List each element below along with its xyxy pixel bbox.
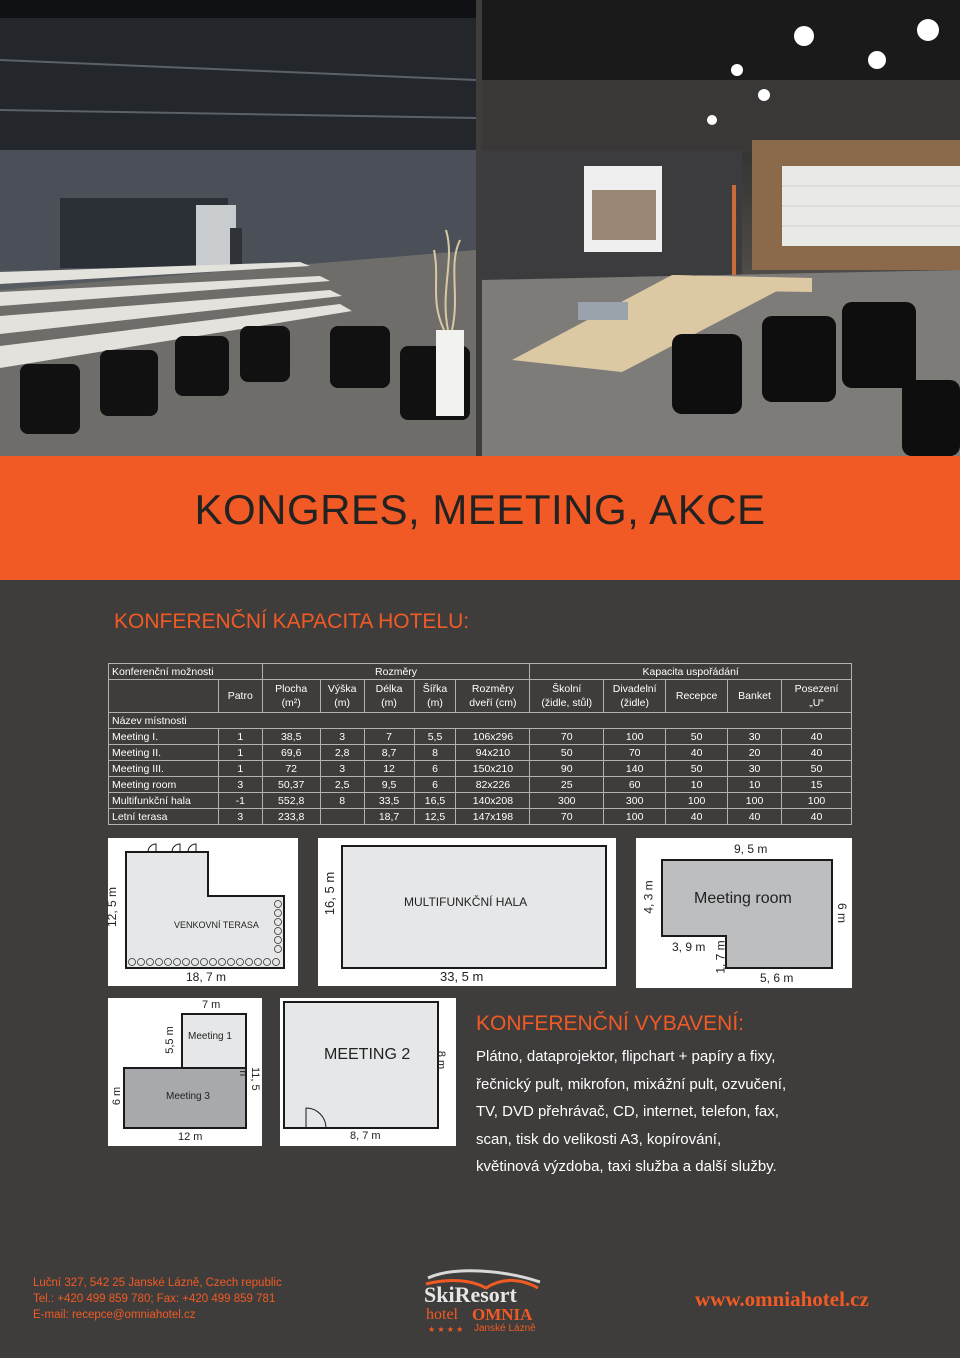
title-banner <box>0 456 960 580</box>
table-cell: 18,7 <box>364 809 414 825</box>
capacity-table <box>108 663 852 825</box>
meeting-room-top: 9, 5 m <box>734 842 768 856</box>
meeting13-top: 7 m <box>202 999 221 1011</box>
header-sirka: Šířka (m) <box>414 680 456 713</box>
group-capacity: Kapacita uspořádání <box>530 664 852 680</box>
table-row <box>109 729 852 745</box>
table-cell: 60 <box>604 777 666 793</box>
table-row <box>109 745 852 761</box>
header-delka: Délka (m) <box>364 680 414 713</box>
table-cell: 6 <box>414 761 456 777</box>
website-link[interactable]: www.omniahotel.cz <box>695 1287 869 1311</box>
photo-meeting-room <box>482 0 960 456</box>
table-cell: 7 <box>364 729 414 745</box>
table-cell: 140 <box>604 761 666 777</box>
meeting-room-right: 6 m <box>835 903 849 924</box>
header-skolni: Školní (židle, stůl) <box>530 680 604 713</box>
table-cell: 2,5 <box>320 777 364 793</box>
table-cell: 8 <box>320 793 364 809</box>
header-recepce: Recepce <box>666 680 728 713</box>
table-cell: 12,5 <box>414 809 456 825</box>
photo-conference-hall <box>0 0 476 456</box>
contact-info <box>33 1275 282 1323</box>
terrace-width: 18, 7 m <box>186 970 227 984</box>
table-cell: 9,5 <box>364 777 414 793</box>
meeting3-name: Meeting 3 <box>166 1091 210 1102</box>
table-cell: 38,5 <box>262 729 320 745</box>
meeting1-name: Meeting 1 <box>188 1031 232 1042</box>
table-cell: 233,8 <box>262 809 320 825</box>
table-cell: 8,7 <box>364 745 414 761</box>
table-cell: 3 <box>320 761 364 777</box>
table-cell: 94x210 <box>456 745 530 761</box>
table-cell: 30 <box>728 761 782 777</box>
table-cell: 16,5 <box>414 793 456 809</box>
meeting13-h3: 6 m <box>111 1086 124 1106</box>
hotel-logo <box>414 1268 554 1340</box>
table-cell: 69,6 <box>262 745 320 761</box>
logo-omnia: OMNIA <box>472 1305 533 1324</box>
table-cell: 82x226 <box>456 777 530 793</box>
table-cell: 552,8 <box>262 793 320 809</box>
table-row <box>109 793 852 809</box>
room-name-cell: Letní terasa <box>109 809 219 825</box>
meeting2-bottom: 8, 7 m <box>350 1130 381 1142</box>
equipment-list <box>476 1043 876 1181</box>
meeting13-right: 11, 5 m <box>237 1067 261 1091</box>
capacity-title: KONFERENČNÍ KAPACITA HOTELU: <box>114 610 470 633</box>
table-row <box>109 809 852 825</box>
logo-place: Janské Lázně <box>474 1323 536 1334</box>
table-group-header <box>109 664 852 680</box>
meeting-room-name: Meeting room <box>694 890 792 907</box>
table-cell: 40 <box>666 809 728 825</box>
table-cell: 6 <box>414 777 456 793</box>
plan-hall <box>318 838 616 986</box>
row-label-nazev: Název místnosti <box>109 713 852 729</box>
table-cell: 100 <box>666 793 728 809</box>
plan-terrace <box>105 838 298 986</box>
table-cell: 40 <box>666 745 728 761</box>
meeting-room-bottom: 5, 6 m <box>760 971 794 985</box>
header-banket: Banket <box>728 680 782 713</box>
table-cell: 2,8 <box>320 745 364 761</box>
table-cell: 100 <box>782 793 852 809</box>
equipment-line: řečnický pult, mikrofon, mixážní pult, ozvučení, <box>476 1075 787 1093</box>
address: Luční 327, 542 25 Janské Lázně, Czech republic <box>33 1277 282 1289</box>
table-cell: 50 <box>782 761 852 777</box>
table-cell: 72 <box>262 761 320 777</box>
table-cell: 100 <box>728 793 782 809</box>
room-name-cell: Multifunkční hala <box>109 793 219 809</box>
equipment-line: Plátno, dataprojektor, flipchart + papíry a fixy, <box>476 1048 776 1065</box>
table-cell: 100 <box>604 809 666 825</box>
terrace-height: 12, 5 m <box>105 886 120 928</box>
header-plocha: Plocha (m²) <box>262 680 320 713</box>
room-name-cell: Meeting room <box>109 777 219 793</box>
header-vyska: Výška (m) <box>320 680 364 713</box>
table-cell: 70 <box>530 729 604 745</box>
room-name-cell: Meeting II. <box>109 745 219 761</box>
table-cell: 300 <box>604 793 666 809</box>
table-cell: -1 <box>218 793 262 809</box>
group-options: Konferenční možnosti <box>109 664 263 680</box>
room-name-cell: Meeting III. <box>109 761 219 777</box>
table-cell: 12 <box>364 761 414 777</box>
hall-height: 16, 5 m <box>322 871 338 916</box>
table-cell: 3 <box>218 809 262 825</box>
table-cell: 3 <box>218 777 262 793</box>
email: E-mail: recepce@omniahotel.cz <box>33 1309 196 1321</box>
equipment-line: scan, tisk do velikosti A3, kopírování, <box>476 1130 722 1148</box>
group-dimensions: Rozměry <box>262 664 530 680</box>
phone-fax: Tel.: +420 499 859 780; Fax: +420 499 859 781 <box>33 1293 276 1305</box>
meeting-room-left: 4, 3 m <box>641 880 656 914</box>
table-cell: 100 <box>604 729 666 745</box>
table-cell: 20 <box>728 745 782 761</box>
table-cell: 10 <box>666 777 728 793</box>
table-cell: 50 <box>666 761 728 777</box>
meeting-room-illustration <box>482 0 960 456</box>
header-posezeni: Posezení „U“ <box>782 680 852 713</box>
header-divadelni: Divadelní (židle) <box>604 680 666 713</box>
table-cell: 147x198 <box>456 809 530 825</box>
table-cell: 8 <box>414 745 456 761</box>
table-cell: 50 <box>530 745 604 761</box>
table-cell: 40 <box>782 729 852 745</box>
table-cell: 50,37 <box>262 777 320 793</box>
meeting2-right: 8 m <box>435 1050 448 1070</box>
table-cell: 150x210 <box>456 761 530 777</box>
header-dvere: Rozměry dveří (cm) <box>456 680 530 713</box>
meeting13-bottom: 12 m <box>178 1131 203 1143</box>
table-cell: 10 <box>728 777 782 793</box>
page-title: KONGRES, MEETING, AKCE <box>194 486 766 533</box>
plan-meeting-1-3 <box>108 998 262 1146</box>
conference-hall-illustration <box>0 0 476 456</box>
table-cell: 5,5 <box>414 729 456 745</box>
table-cell: 33,5 <box>364 793 414 809</box>
table-cell: 300 <box>530 793 604 809</box>
table-cell: 3 <box>320 729 364 745</box>
table-cell: 90 <box>530 761 604 777</box>
table-cell: 70 <box>604 745 666 761</box>
table-cell: 25 <box>530 777 604 793</box>
table-cell: 40 <box>782 745 852 761</box>
table-cell: 1 <box>218 761 262 777</box>
logo-skiresort: SkiResort <box>424 1282 517 1307</box>
table-cell: 50 <box>666 729 728 745</box>
logo-stars: ★ ★ ★ ★ <box>428 1325 464 1334</box>
equipment-line: květinová výzdoba, taxi služba a další služby. <box>476 1158 777 1175</box>
table-cell: 70 <box>530 809 604 825</box>
meeting-room-notch-w: 3, 9 m <box>672 940 706 954</box>
table-cell: 40 <box>728 809 782 825</box>
meeting13-h1: 5,5 m <box>163 1026 176 1054</box>
terrace-name: VENKOVNÍ TERASA <box>174 920 259 930</box>
table-cell <box>320 809 364 825</box>
table-cell: 1 <box>218 729 262 745</box>
table-cell: 15 <box>782 777 852 793</box>
table-cell: 140x208 <box>456 793 530 809</box>
header-empty <box>109 680 219 713</box>
hall-name: MULTIFUNKČNÍ HALA <box>404 895 528 909</box>
table-row <box>109 761 852 777</box>
table-cell: 1 <box>218 745 262 761</box>
plan-meeting-2 <box>280 998 456 1146</box>
table-row <box>109 777 852 793</box>
equipment-title: KONFERENČNÍ VYBAVENÍ: <box>476 1012 744 1035</box>
table-cell: 30 <box>728 729 782 745</box>
meeting2-name: MEETING 2 <box>324 1046 411 1063</box>
table-row-label <box>109 713 852 729</box>
header-patro: Patro <box>218 680 262 713</box>
hall-width: 33, 5 m <box>440 969 484 984</box>
room-name-cell: Meeting I. <box>109 729 219 745</box>
meeting-room-notch-h: 1, 7 m <box>713 940 728 974</box>
table-cell: 40 <box>782 809 852 825</box>
table-column-header <box>109 680 852 713</box>
plan-meeting-room <box>636 838 852 988</box>
equipment-line: TV, DVD přehrávač, CD, internet, telefon, fax, <box>476 1103 779 1120</box>
table-cell: 106x296 <box>456 729 530 745</box>
logo-hotel: hotel <box>426 1306 458 1323</box>
